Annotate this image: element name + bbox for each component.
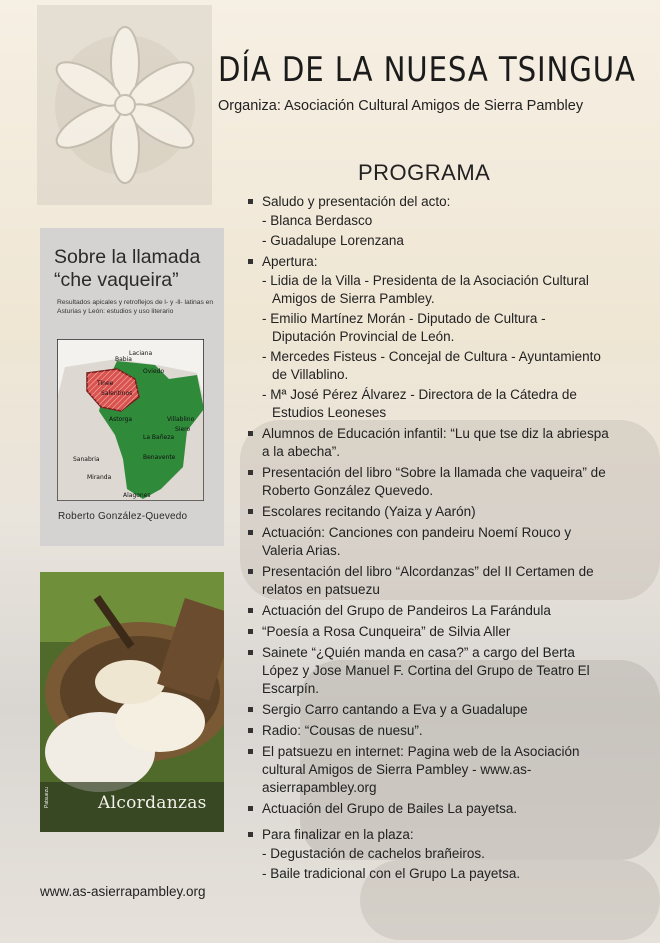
map-label: Babia: [115, 356, 132, 363]
map-label: Laciana: [129, 350, 153, 357]
program-sub-item: - Mercedes Fisteus - Concejal de Cultura - Ayuntamiento de Villablino.: [262, 349, 601, 382]
program-item: Sainete “¿Quién manda en casa?” a cargo del Berta López y Jose Manuel F. Cortina del Grupo de Teatro El Escarpín.: [248, 644, 610, 698]
program-item-text: Apertura:: [262, 254, 318, 269]
map-label: Tinee: [97, 380, 114, 387]
map-label: Miranda: [87, 474, 112, 481]
program-sub-item: - Mª José Pérez Álvarez - Directora de la Cátedra de Estudios Leoneses: [262, 387, 577, 420]
program-item: [248, 826, 610, 883]
map-label: La Bañeza: [143, 434, 175, 441]
program-sub-list: [262, 272, 610, 422]
program-item: Actuación: Canciones con pandeiru Noemí Rouco y Valeria Arias.: [248, 524, 610, 560]
organizer-text: Organiza: Asociación Cultural Amigos de Sierra Pambley: [218, 98, 584, 114]
program-item: Presentación del libro “Sobre la llamada che vaqueira” de Roberto González Quevedo.: [248, 464, 610, 500]
program-sub-item: - Blanca Berdasco: [262, 213, 373, 228]
footer-url: www.as-asierrapambley.org: [40, 884, 206, 899]
program-item: [248, 253, 610, 422]
program-sub-item: - Degustación de cachelos brañeiros.: [262, 846, 485, 861]
program-item: [248, 193, 610, 250]
page-title: DÍA DE LA NUESA TSINGUA: [218, 50, 636, 90]
program-sub-item: - Emilio Martínez Morán - Diputado de Cultura - Diputación Provincial de León.: [262, 311, 546, 344]
program-item: Actuación del Grupo de Pandeiros La Farándula: [248, 602, 610, 620]
program-sub-item: - Lidia de la Villa - Presidenta de la Asociación Cultural Amigos de Sierra Pambley.: [262, 273, 589, 306]
map-label: Villablino: [167, 416, 195, 423]
program-item: El patsuezu en internet: Pagina web de la Asociación cultural Amigos de Sierra Pambley - www.as-asierrapambley.org: [248, 743, 610, 797]
book-title-line: Sobre la llamada: [54, 246, 201, 268]
map-label: Sanabria: [73, 456, 100, 463]
book-title: [54, 246, 219, 292]
program-sub-item: - Baile tradicional con el Grupo La payetsa.: [262, 866, 521, 881]
program-heading: PROGRAMA: [358, 160, 491, 185]
program-item-text: Saludo y presentación del acto:: [262, 194, 451, 209]
book-publisher: Patsuezu: [44, 787, 50, 808]
program-item: “Poesía a Rosa Cunqueira” de Silvia Aller: [248, 623, 610, 641]
program-item: Alumnos de Educación infantil: “Lu que tse diz la abriespa a la abecha”.: [248, 425, 610, 461]
map-label: Oviedo: [143, 368, 165, 375]
program-item: Escolares recitando (Yaiza y Aarón): [248, 503, 610, 521]
map-label: Astorga: [109, 416, 133, 423]
program-item: Radio: “Cousas de nuesu”.: [248, 722, 610, 740]
program-sub-list: [262, 212, 610, 250]
map-label: Salentinos: [101, 390, 133, 397]
program-item: Presentación del libro “Alcordanzas” del II Certamen de relatos en patsuezu: [248, 563, 610, 599]
region-map: [57, 339, 204, 501]
book-author: Roberto González-Quevedo: [58, 511, 188, 522]
map-label: Benavente: [143, 454, 176, 461]
carved-flower-emblem: [37, 5, 212, 205]
book-title-line: “che vaqueira”: [54, 269, 179, 291]
program-item-text: Para finalizar en la plaza:: [262, 827, 414, 842]
program-item: Sergio Carro cantando a Eva y a Guadalupe: [248, 701, 610, 719]
map-label: Siero: [175, 426, 191, 433]
program-sub-item: - Guadalupe Lorenzana: [262, 233, 404, 248]
program-item: Actuación del Grupo de Bailes La payetsa.: [248, 800, 610, 818]
book-cover-che-vaqueira: [40, 228, 224, 546]
program-list: [248, 193, 610, 886]
map-label: Alagones: [123, 492, 151, 499]
book-cover-alcordanzas: [40, 572, 224, 832]
book-title: Alcordanzas: [98, 793, 207, 813]
program-sub-list: [262, 845, 610, 883]
book-subtitle: Resultados apicales y retroflejos de l- y -ll- latinas en Asturias y León: estudios y uso literario: [57, 299, 214, 315]
